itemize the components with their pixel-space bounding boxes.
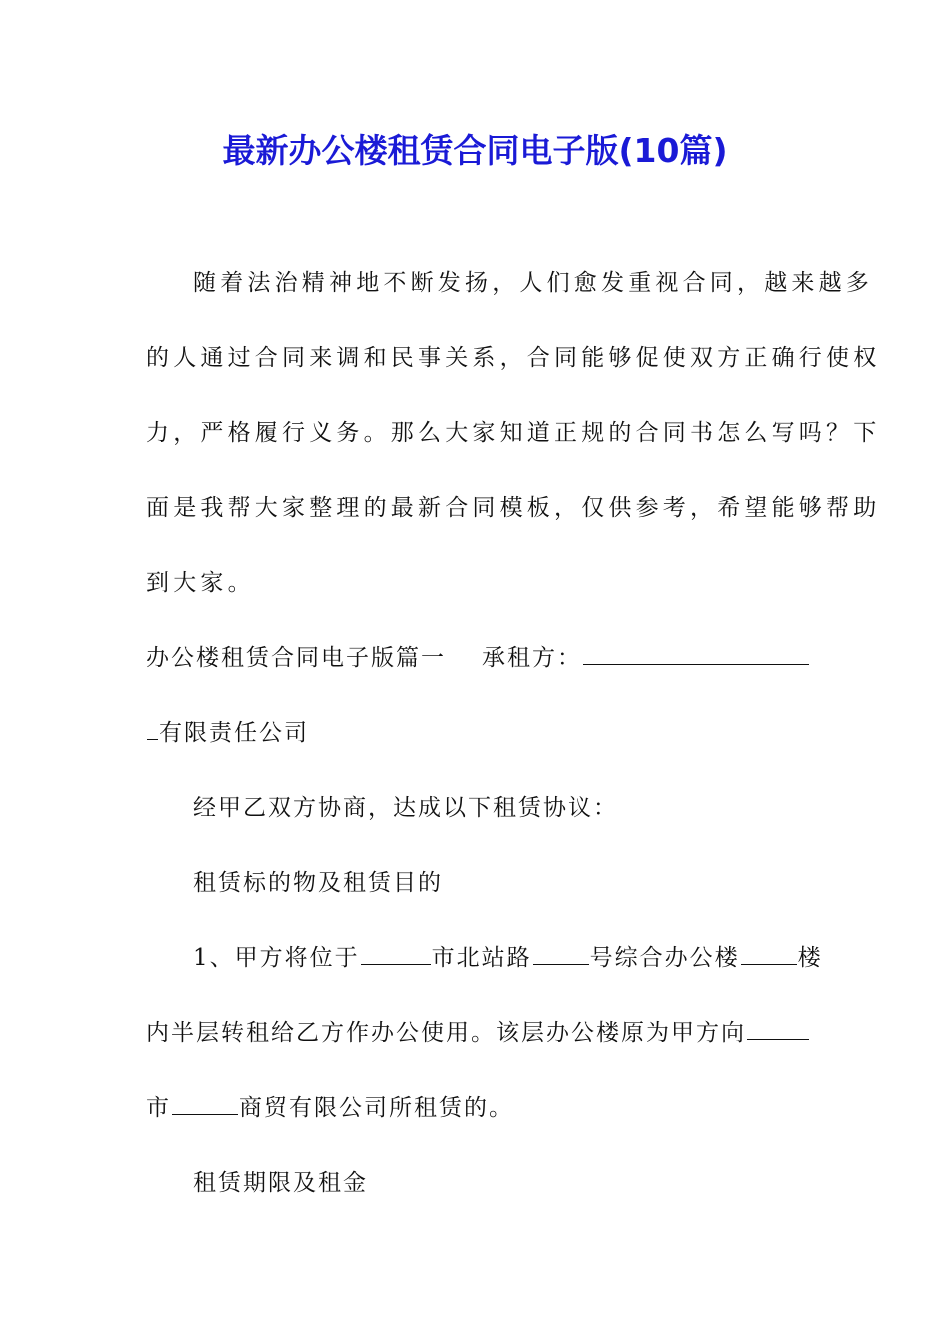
clause-text: 商贸有限公司所租赁的。: [239, 1095, 514, 1121]
street-number-blank[interactable]: [533, 942, 589, 965]
clause-text: 楼: [797, 945, 823, 971]
lessee-suffix-row: [146, 716, 309, 750]
clause-text: 号综合办公楼: [589, 945, 740, 971]
agreement-line: 经甲乙双方协商，达成以下租赁协议：: [193, 795, 618, 821]
document-title: 最新办公楼租赁合同电子版(10篇): [222, 131, 728, 170]
lessee-name-blank[interactable]: [583, 642, 809, 665]
clause-text: 市北站路: [431, 945, 532, 971]
lessee-suffix: 有限责任公司: [159, 720, 309, 746]
original-lessor-city-blank[interactable]: [747, 1017, 809, 1040]
lessee-label: 承租方：: [482, 645, 582, 671]
section-heading-row: [146, 641, 810, 675]
intro-line: 到大家。: [146, 570, 255, 596]
section-heading: 办公楼租赁合同电子版篇一: [146, 645, 446, 671]
city-blank[interactable]: [361, 942, 431, 965]
clause-text: 1、甲方将位于: [193, 945, 360, 971]
floor-blank[interactable]: [741, 942, 797, 965]
intro-line: 力，严格履行义务。那么大家知道正规的合同书怎么写吗？下: [146, 420, 881, 446]
term-heading: 租赁期限及租金: [193, 1170, 368, 1196]
original-lessor-name-blank[interactable]: [172, 1092, 238, 1115]
intro-line: 的人通过合同来调和民事关系，合同能够促使双方正确行使权: [146, 345, 881, 371]
clause-1-line-1: [193, 941, 823, 975]
intro-line: 随着法治精神地不断发扬，人们愈发重视合同，越来越多: [193, 270, 873, 296]
clause-1-line-2: [146, 1016, 810, 1050]
clause-text: 内半层转租给乙方作办公使用。该层办公楼原为甲方向: [146, 1020, 746, 1046]
clause-text: 市: [146, 1095, 171, 1121]
clause-1-line-3: [146, 1091, 514, 1125]
subject-heading: 租赁标的物及租赁目的: [193, 870, 443, 896]
lessee-name-blank-continued[interactable]: [147, 717, 158, 740]
intro-line: 面是我帮大家整理的最新合同模板，仅供参考，希望能够帮助: [146, 495, 881, 521]
